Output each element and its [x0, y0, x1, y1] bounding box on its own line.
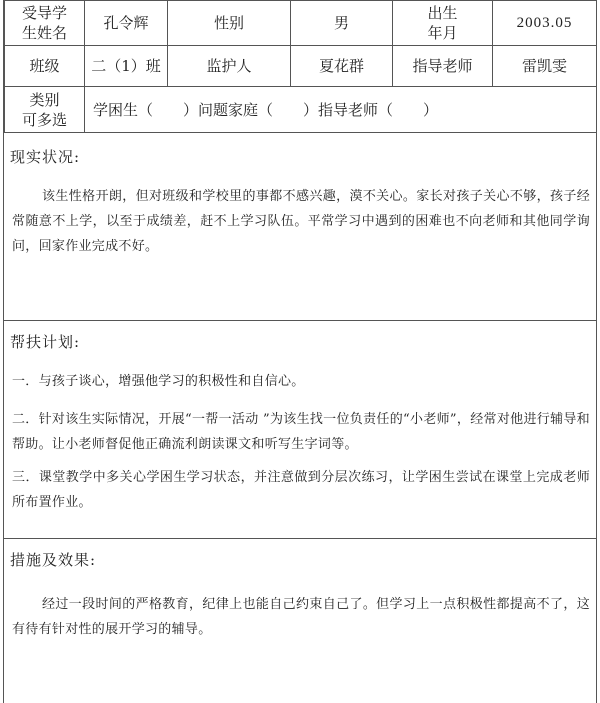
birth-value: 2003.05 — [493, 1, 597, 46]
assistance-record-sheet — [3, 0, 597, 703]
situation-title: 现实状况: — [10, 148, 81, 166]
teacher-value: 雷凯雯 — [493, 46, 597, 87]
effect-text: 经过一段时间的严格教育，纪律上也能自己约束自己了。但学习上一点积极性都提高不了，这有待有针对性的展开学习的辅导。 — [12, 597, 590, 637]
student-info-table — [4, 0, 597, 133]
plan-item-1: 一．与孩子谈心，增强他学习的积极性和自信心。 — [12, 374, 305, 389]
effect-section — [4, 539, 596, 703]
category-label: 类别 可多选 — [5, 87, 85, 133]
class-value: 二（1）班 — [85, 46, 168, 87]
birth-label: 出生 年月 — [393, 1, 493, 46]
plan-item-3: 三．课堂教学中多关心学困生学习状态，并注意做到分层次练习，让学困生尝试在课堂上完成老师所布置作业。 — [12, 470, 590, 510]
guardian-value: 夏花群 — [291, 46, 393, 87]
student-name-label: 受导学 生姓名 — [5, 1, 85, 46]
info-row-3 — [5, 87, 597, 133]
teacher-label: 指导老师 — [393, 46, 493, 87]
class-label: 班级 — [5, 46, 85, 87]
gender-value: 男 — [291, 1, 393, 46]
situation-section — [4, 130, 596, 321]
plan-title: 帮扶计划: — [10, 333, 81, 351]
guardian-label: 监护人 — [168, 46, 291, 87]
category-options: 学困生（ ）问题家庭（ ）指导老师（ ） — [85, 87, 597, 133]
gender-label: 性别 — [168, 1, 291, 46]
info-row-1 — [5, 1, 597, 46]
effect-title: 措施及效果: — [10, 551, 97, 569]
situation-text: 该生性格开朗，但对班级和学校里的事都不感兴趣，漠不关心。家长对孩子关心不够，孩子经常随意不上学，以至于成绩差，赶不上学习队伍。平常学习中遇到的困难也不向老师和其他同学询问，回家作业完成不好。 — [12, 189, 590, 254]
student-name-value: 孔令辉 — [85, 1, 168, 46]
info-row-2 — [5, 46, 597, 87]
plan-item-2: 二．针对该生实际情况，开展“一帮一活动 ”为该生找一位负责任的“小老师”，经常对他进行辅导和帮助。让小老师督促他正确流利朗读课文和听写生字词等。 — [12, 412, 590, 452]
plan-section — [4, 321, 596, 539]
